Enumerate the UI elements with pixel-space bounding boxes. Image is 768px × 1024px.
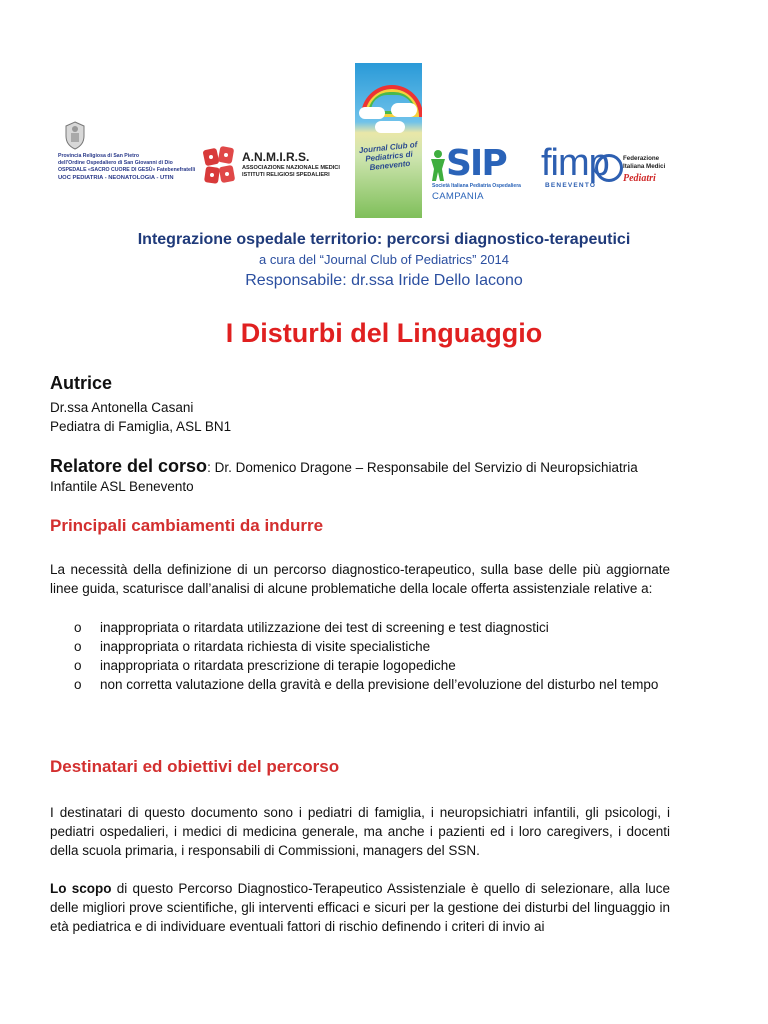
anmirs-name: A.N.M.I.R.S. — [242, 150, 310, 164]
problem-list — [70, 618, 670, 694]
sip-region: CAMPANIA — [432, 191, 484, 202]
bullet-icon: o — [74, 639, 82, 654]
relatore-block — [50, 457, 670, 496]
bullet-icon: o — [74, 658, 82, 673]
scopo-text: di questo Percorso Diagnostico-Terapeutico Assistenziale è quello di selezionare, alla luce delle migliori prove scientifiche, gli interventi efficaci e sicuri per la gestione dei disturbi del linguaggio in età pediatrica e di individuare eventuali fattori di rischio definendo i criteri di invio ai — [50, 881, 670, 934]
journal-club-logo — [355, 63, 422, 218]
cloud-icon — [359, 107, 385, 119]
hospital-unit: UOC PEDIATRIA - NEONATOLOGIA - UTIN — [58, 175, 174, 181]
anmirs-mark-icon — [202, 145, 236, 187]
list-item — [70, 618, 670, 637]
list-item — [70, 656, 670, 675]
hospital-line-1: Provincia Religiosa di San Pietro — [58, 153, 140, 159]
relatore-text: : Dr. Domenico Dragone – Responsabile del Servizio di Neuropsichiatria Infantile ASL Benevento — [50, 460, 638, 494]
relatore-heading: Relatore del corso — [50, 456, 208, 476]
crest-icon — [62, 120, 88, 150]
list-item-text: inappropriata o ritardata utilizzazione dei test di screening e test diagnostici — [100, 620, 549, 635]
fimp-city: BENEVENTO — [545, 182, 597, 189]
scopo-paragraph — [50, 879, 670, 936]
smiley-icon — [595, 154, 623, 182]
document-heading: Integrazione ospedale territorio: percorsi diagnostico-terapeutici — [137, 231, 631, 248]
section1-paragraph: La necessità della definizione di un percorso diagnostico-terapeutico, sulla base delle più aggiornate linee guida, scaturisce dall’analisi di alcune problematiche della locale offerta assistenziale relative a: — [50, 562, 670, 596]
fimp-fed-line-2: Italiana Medici — [623, 163, 666, 170]
cloud-icon — [391, 103, 417, 117]
cloud-icon — [375, 121, 405, 133]
fimp-fed-line-1: Federazione — [623, 155, 660, 162]
autrice-role: Pediatra di Famiglia, ASL BN1 — [50, 419, 232, 434]
journal-club-title: Journal Club of Pediatrics di Benevento — [358, 140, 418, 173]
list-item-text: inappropriata o ritardata prescrizione di terapie logopediche — [100, 658, 456, 673]
list-item-text: inappropriata o ritardata richiesta di visite specialistiche — [100, 639, 431, 654]
fimp-name: fimp — [541, 142, 609, 184]
sip-logo — [428, 145, 532, 205]
anmirs-line-2: ISTITUTI RELIGIOSI SPEDALIERI — [242, 172, 330, 178]
sip-subtitle: Società Italiana Pediatria Ospedaliera — [432, 183, 521, 189]
fimp-pediatri: Pediatri — [623, 173, 656, 184]
autrice-name: Dr.ssa Antonella Casani — [50, 400, 194, 415]
hospital-line-3: OSPEDALE «SACRO CUORE DI GESÙ» Fatebenefratelli — [58, 167, 196, 173]
list-item — [70, 675, 670, 694]
hospital-line-2: dell'Ordine Ospedaliero di San Giovanni di Dio — [58, 160, 173, 166]
anmirs-subtitle — [242, 165, 340, 179]
curated-by: a cura del “Journal Club of Pediatrics” 2014 — [258, 252, 510, 267]
section2-paragraph: I destinatari di questo documento sono i pediatri di famiglia, i neuropsichiatri infantili, gli psicologi, i pediatri ospedalieri, i medici di medicina generale, ma anche i pazienti ed i loro caregivers, i docenti della scuola primaria, i responsabili di Commissioni, managers del SSN. — [50, 805, 670, 858]
section-heading-destinatari: Destinatari ed obiettivi del percorso — [50, 757, 340, 776]
autrice-heading: Autrice — [50, 373, 113, 393]
fimp-federation — [623, 155, 665, 171]
bullet-icon: o — [74, 620, 82, 635]
section-heading-cambiamenti: Principali cambiamenti da indurre — [50, 516, 324, 535]
sip-name: SIP — [446, 143, 506, 184]
bullet-icon: o — [74, 677, 82, 692]
responsabile: Responsabile: dr.ssa Iride Dello Iacono — [245, 272, 523, 289]
fimp-logo — [541, 142, 701, 198]
child-figure-icon — [428, 149, 448, 183]
anmirs-logo — [202, 145, 352, 190]
hospital-logo-text — [58, 153, 198, 182]
list-item — [70, 637, 670, 656]
autrice-block — [50, 398, 670, 436]
logo-bar — [0, 60, 768, 220]
anmirs-line-1: ASSOCIAZIONE NAZIONALE MEDICI — [242, 165, 340, 171]
page-title: I Disturbi del Linguaggio — [225, 318, 543, 348]
list-item-text: non corretta valutazione della gravità e della previsione dell’evoluzione del disturbo nel tempo — [100, 677, 659, 692]
scopo-label: Lo scopo — [50, 881, 112, 896]
